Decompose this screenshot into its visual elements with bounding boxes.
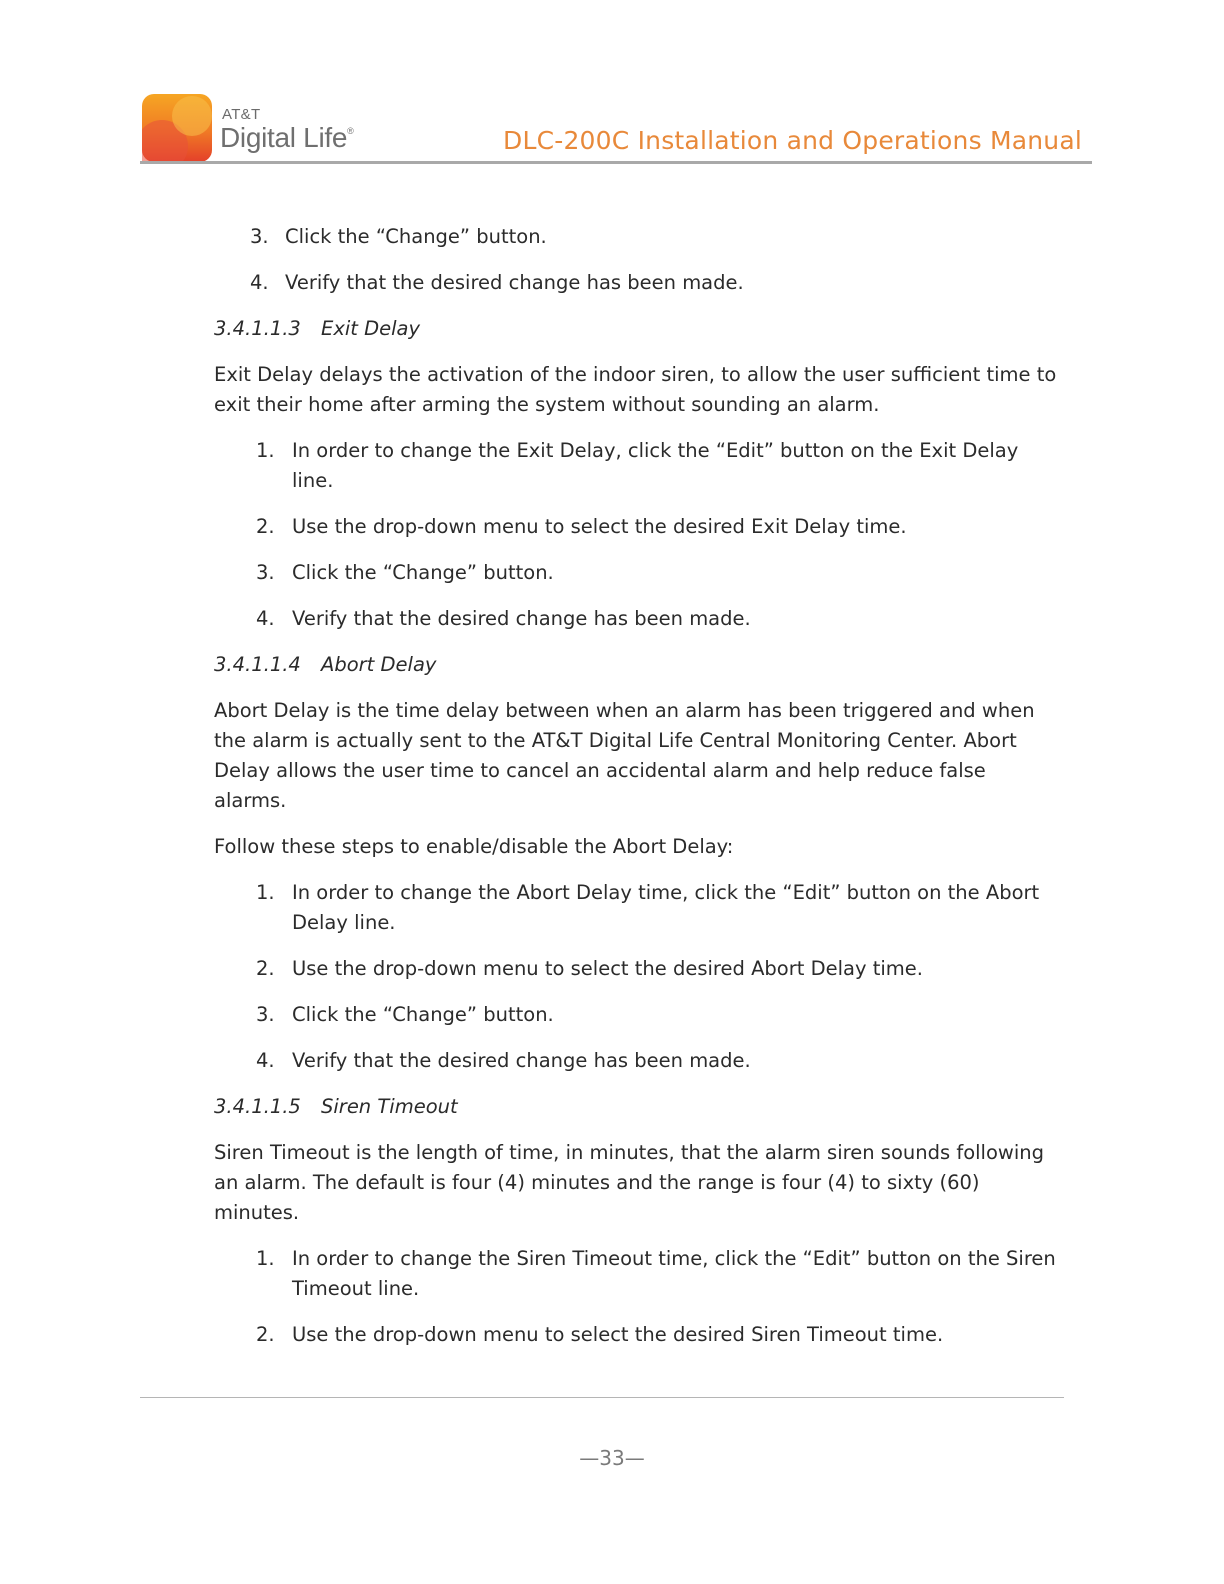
section-heading-exit-delay <box>214 314 1064 344</box>
logo-registered-mark: ® <box>347 126 354 136</box>
paragraph: Siren Timeout is the length of time, in minutes, that the alarm siren sounds following an alarm. The default is four (4) minutes and the range is four (4) to sixty (60) minutes. <box>214 1141 1044 1224</box>
section-number: 3.4.1.1.5 <box>214 1095 301 1118</box>
step-number: 3. <box>256 561 275 584</box>
logo-product-text <box>220 122 353 154</box>
step-text: Use the drop-down menu to select the desired Exit Delay time. <box>292 515 907 538</box>
list-item <box>214 1046 1064 1076</box>
step-text: In order to change the Siren Timeout time, click the “Edit” button on the Siren Timeout line. <box>292 1247 1056 1300</box>
section-heading-abort-delay <box>214 650 1064 680</box>
step-number: 2. <box>256 957 275 980</box>
list-item <box>214 954 1064 984</box>
list-item <box>214 878 1064 938</box>
step-number: 1. <box>256 439 275 462</box>
step-text: Click the “Change” button. <box>285 225 547 248</box>
paragraph: Follow these steps to enable/disable the Abort Delay: <box>214 835 734 858</box>
step-text: Verify that the desired change has been made. <box>285 271 744 294</box>
logo-brand-text: AT&T <box>222 106 261 123</box>
digital-life-logo-icon <box>142 94 212 162</box>
paragraph: Exit Delay delays the activation of the indoor siren, to allow the user sufficient time to exit their home after arming the system without sounding an alarm. <box>214 363 1057 416</box>
step-text: In order to change the Abort Delay time, click the “Edit” button on the Abort Delay line. <box>292 881 1040 934</box>
step-number: 4. <box>250 271 269 294</box>
section-title: Abort Delay <box>321 653 437 676</box>
step-number: 3. <box>250 225 269 248</box>
page-content <box>214 222 1064 1366</box>
page-number: —33— <box>579 1446 645 1470</box>
step-number: 2. <box>256 515 275 538</box>
paragraph: Abort Delay is the time delay between when an alarm has been triggered and when the alarm is actually sent to the AT&T Digital Life Central Monitoring Center. Abort Delay allows the user time to cancel an accidental alarm and help reduce false alarms. <box>214 699 1035 812</box>
step-text: In order to change the Exit Delay, click the “Edit” button on the Exit Delay line. <box>292 439 1019 492</box>
step-text: Verify that the desired change has been made. <box>292 607 751 630</box>
step-number: 1. <box>256 1247 275 1270</box>
list-item <box>214 558 1064 588</box>
step-number: 4. <box>256 607 275 630</box>
section-title: Siren Timeout <box>321 1095 458 1118</box>
list-item <box>214 268 1064 298</box>
step-text: Click the “Change” button. <box>292 561 554 584</box>
list-item <box>214 1320 1064 1350</box>
step-text: Use the drop-down menu to select the desired Abort Delay time. <box>292 957 923 980</box>
list-item <box>214 222 1064 252</box>
section-number: 3.4.1.1.4 <box>214 653 301 676</box>
page-header <box>140 92 1092 166</box>
step-text: Click the “Change” button. <box>292 1003 554 1026</box>
footer-divider <box>140 1397 1064 1398</box>
section-number: 3.4.1.1.3 <box>214 317 301 340</box>
step-text: Verify that the desired change has been made. <box>292 1049 751 1072</box>
manual-title: DLC-200C Installation and Operations Manual <box>503 126 1082 155</box>
list-item <box>214 436 1064 496</box>
logo-product-name: Digital Life <box>220 122 348 153</box>
list-item <box>214 604 1064 634</box>
list-item <box>214 512 1064 542</box>
step-number: 1. <box>256 881 275 904</box>
step-number: 2. <box>256 1323 275 1346</box>
section-heading-siren-timeout <box>214 1092 1064 1122</box>
header-divider <box>140 161 1092 164</box>
list-item <box>214 1244 1064 1304</box>
step-text: Use the drop-down menu to select the desired Siren Timeout time. <box>292 1323 944 1346</box>
list-item <box>214 1000 1064 1030</box>
step-number: 3. <box>256 1003 275 1026</box>
step-number: 4. <box>256 1049 275 1072</box>
section-title: Exit Delay <box>321 317 421 340</box>
